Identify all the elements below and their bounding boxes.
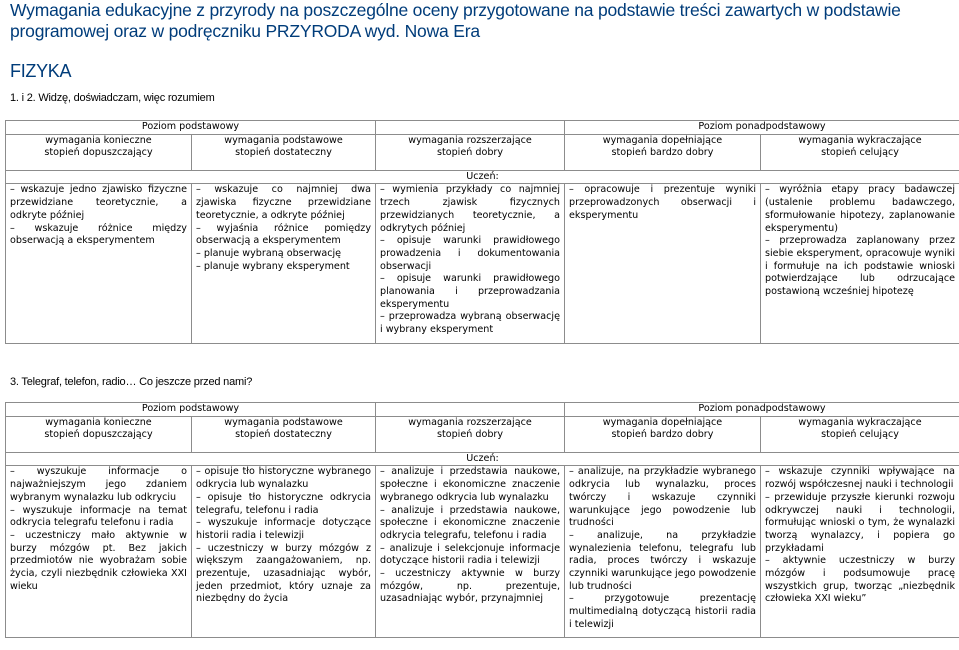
requirements-table-2 [5, 402, 959, 638]
section-title-1: 1. i 2. Widzę, doświadczam, więc rozumiem [10, 92, 215, 104]
requirement-cell: – analizuje i przedstawia naukowe, społeczne i ekonomiczne znaczenie wybranego odkrycia lub wynalazku – analizuje i przedstawia naukowe, społeczne i ekonomiczne znaczenie odkrycia telegrafu, telefonu i radia – analizuje i selekcjonuje informacje dotyczące historii radia i telewizji – uczestniczy aktywnie w burzy mózgów, np. prezentuje, uzasadniając wybór, przynajmniej [376, 466, 565, 638]
column-header: wymagania wykraczające stopień celujący [761, 134, 959, 170]
level-advanced: Poziom ponadpodstawowy [565, 121, 959, 135]
column-header: wymagania rozszerzające stopień dobry [376, 416, 565, 452]
requirement-cell: – wyszukuje informacje o najważniejszym jego zdaniem wybranym wynalazku lub odkryciu – wyszukuje informacje na temat odkrycia telegrafu telefonu i radia – uczestniczy mało aktywnie w burzy mózgów pt. Bez jakich przedmiotów nie wyobrażam sobie życia, czyli niezbędnik człowieka XXI wieku [6, 466, 192, 638]
column-header: wymagania dopełniające stopień bardzo dobry [565, 416, 761, 452]
student-label: Uczeń: [6, 452, 959, 466]
requirement-cell: – wskazuje co najmniej dwa zjawiska fizyczne przewidziane teoretycznie, a odkryte później – wyjaśnia różnice pomiędzy obserwacją a eksperymentem – planuje wybraną obserwację – planuje wybrany eksperyment [192, 184, 376, 344]
column-header: wymagania dopełniające stopień bardzo dobry [565, 134, 761, 170]
requirements-table-1 [5, 120, 959, 344]
requirement-cell: – analizuje, na przykładzie wybranego odkrycia lub wynalazku, proces twórczy i wskazuje czynniki warunkujące jego powodzenie lub trudności – analizuje, na przykładzie wynalezienia telefonu, telegrafu lub radia, proces twórczy i wskazuje czynniki warunkujące jego powodzenie lub trudności – przygotowuje prezentację multimedialną dotyczącą historii radia i telewizji [565, 466, 761, 638]
requirement-cell: – opracowuje i prezentuje wyniki przeprowadzonych obserwacji i eksperymentu [565, 184, 761, 344]
requirement-cell: – wyróżnia etapy pracy badawczej (ustalenie problemu badawczego, sformułowanie hipotezy, zaplanowanie eksperymentu) – przeprowadza zaplanowany przez siebie eksperyment, opracowuje wyniki i formułuje na ich podstawie wnioski potwierdzające lub odrzucające postawioną wcześniej hipotezę [761, 184, 959, 344]
column-header: wymagania konieczne stopień dopuszczający [6, 416, 192, 452]
column-header: wymagania konieczne stopień dopuszczający [6, 134, 192, 170]
requirement-cell: – wskazuje jedno zjawisko fizyczne przewidziane teoretycznie, a odkryte później – wskazuje różnice między obserwacją a eksperymentem [6, 184, 192, 344]
level-basic: Poziom podstawowy [6, 403, 376, 417]
column-header: wymagania podstawowe stopień dostateczny [192, 134, 376, 170]
requirement-cell: – wskazuje czynniki wpływające na rozwój współczesnej nauki i technologii – przewiduje przyszłe kierunki rozwoju odkrywczej nauki i technologii, formułując wnioski o tym, że wynalazki tworzą wynalazcy, i popiera go przykładami – aktywnie uczestniczy w burzy mózgów i podsumowuje pracę wszystkich grup, tworząc „niezbędnik człowieka XXI wieku” [761, 466, 959, 638]
column-header: wymagania wykraczające stopień celujący [761, 416, 959, 452]
subject-heading: FIZYKA [10, 61, 72, 81]
column-header: wymagania rozszerzające stopień dobry [376, 134, 565, 170]
requirement-cell: – wymienia przykłady co najmniej trzech zjawisk fizycznych przewidzianych teoretycznie, a odkrytych później – opisuje warunki prawidłowego prowadzenia i dokumentowania obserwacji – opisuje warunki prawidłowego planowania i przeprowadzania eksperymentu – przeprowadza wybraną obserwację i wybrany eksperyment [376, 184, 565, 344]
student-label: Uczeń: [6, 170, 959, 184]
requirement-cell: – opisuje tło historyczne wybranego odkrycia lub wynalazku – opisuje tło historyczne odkrycia telegrafu, telefonu i radia – wyszukuje informacje dotyczące historii radia i telewizji – uczestniczy w burzy mózgów z większym zaangażowaniem, np. prezentuje, uzasadniając wybór, jeden przedmiot, który uznaje za niezbędny do życia [192, 466, 376, 638]
level-advanced: Poziom ponadpodstawowy [565, 403, 959, 417]
section-title-2: 3. Telegraf, telefon, radio… Co jeszcze przed nami? [10, 376, 253, 388]
level-basic: Poziom podstawowy [6, 121, 376, 135]
column-header: wymagania podstawowe stopień dostateczny [192, 416, 376, 452]
document-title: Wymagania edukacyjne z przyrody na poszczególne oceny przygotowane na podstawie treści zawartych w podstawie programowej oraz w podręczniku PRZYRODA wyd. Nowa Era [10, 0, 901, 41]
